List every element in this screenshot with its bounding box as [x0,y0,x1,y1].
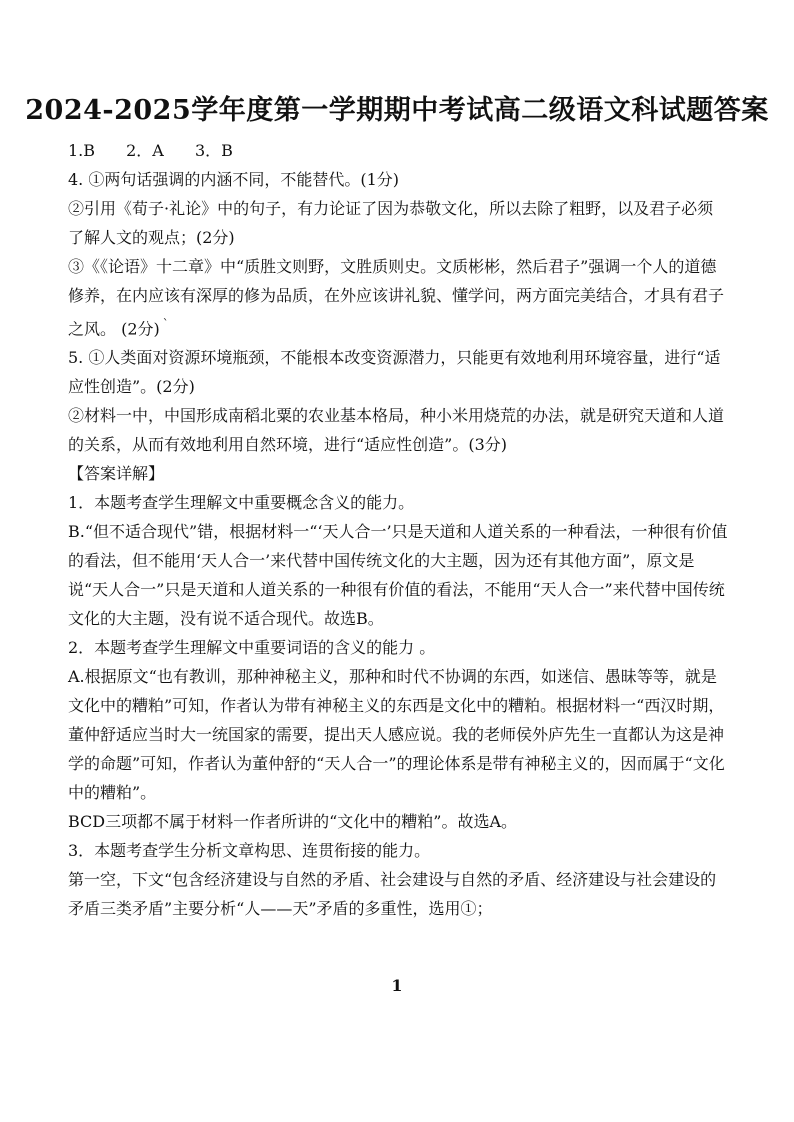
explanation-3-body: 第一空，下文“包含经济建设与自然的矛盾、社会建设与自然的矛盾、经济建设与社会建设的矛盾三类矛盾”主要分析“人——天”矛盾的多重性，选用①； [68,870,717,919]
mcq-answer-2: 2．A [126,141,164,160]
answer-5-point-2: ②材料一中，中国形成南稻北粟的农业基本格局，种小米用烧荒的办法，就是研究天道和人道的关系，从而有效地利用自然环境，进行“适应性创造”。(3分) [68,406,725,455]
explanation-2-body: A.根据原文“也有教训，那种神秘主义，那种和时代不协调的东西，如迷信、愚昧等等，就是文化中的糟粕”可知，作者认为带有神秘主义的东西是文化中的糟粕。根据材料一“西汉时期，董仲舒适应当时大一统国家的需要，提出天人感应说。我的老师侯外庐先生一直都认为这是神学的命题”可知，作者认为董仲舒的“天人合一”的理论体系是带有神秘主义的，因而属于“文化中的糟粕”。 [68,667,725,803]
stray-mark: ˋ [162,317,169,331]
answer-body [68,136,728,923]
explanation-2-heading: 2．本题考查学生理解文中重要词语的含义的能力 。 [68,638,436,658]
answer-5-point-1: 5. ①人类面对资源环境瓶颈，不能根本改变资源潜力，只能更有效地利用环境容量，进行“适应性创造”。(2分) [68,348,721,397]
section-heading-explanation: 【答案详解】 [68,464,165,484]
answer-4-point-3 [68,252,728,343]
explanation-1-heading: 1．本题考查学生理解文中重要概念含义的能力。 [68,493,415,513]
mcq-answer-1: 1.B [68,141,96,160]
answer-4-point-1: 4. ①两句话强调的内涵不同，不能替代。(1分) [68,170,400,189]
explanation-3-heading: 3．本题考查学生分析文章构思、连贯衔接的能力。 [68,841,431,861]
page-number: 1 [391,976,403,995]
answer-4-point-2: ②引用《荀子·礼论》中的句子，有力论证了因为恭敬文化，所以去除了粗野，以及君子必须了解人文的观点；(2分) [68,199,714,247]
mcq-answers [68,136,728,165]
document-title: 2024-2025学年度第一学期期中考试高二级语文科试题答案 [25,95,769,126]
explanation-2-conclusion: BCD三项都不属于材料一作者所讲的“文化中的糟粕”。故选A。 [68,812,518,832]
explanation-1-body: B.“但不适合现代”错，根据材料一“‘天人合一’只是天道和人道关系的一种看法，一种很有价值的看法，但不能用‘天人合一’来代替中国传统文化的大主题，因为还有其他方面”，原文是说“天人合一”只是天道和人道关系的一种很有价值的看法，不能用“天人合一”来代替中国传统文化的大主题，没有说不适合现代。故选B。 [68,522,728,629]
mcq-answer-3: 3．B [194,141,233,160]
answer-4-point-3-text: ③《《论语》十二章》中“质胜文则野，文胜质则史。文质彬彬，然后君子”强调一个人的道德修养，在内应该有深厚的修为品质，在外应该讲礼貌、懂学问，两方面完美结合，才具有君子之风。 (2分) [68,257,725,339]
